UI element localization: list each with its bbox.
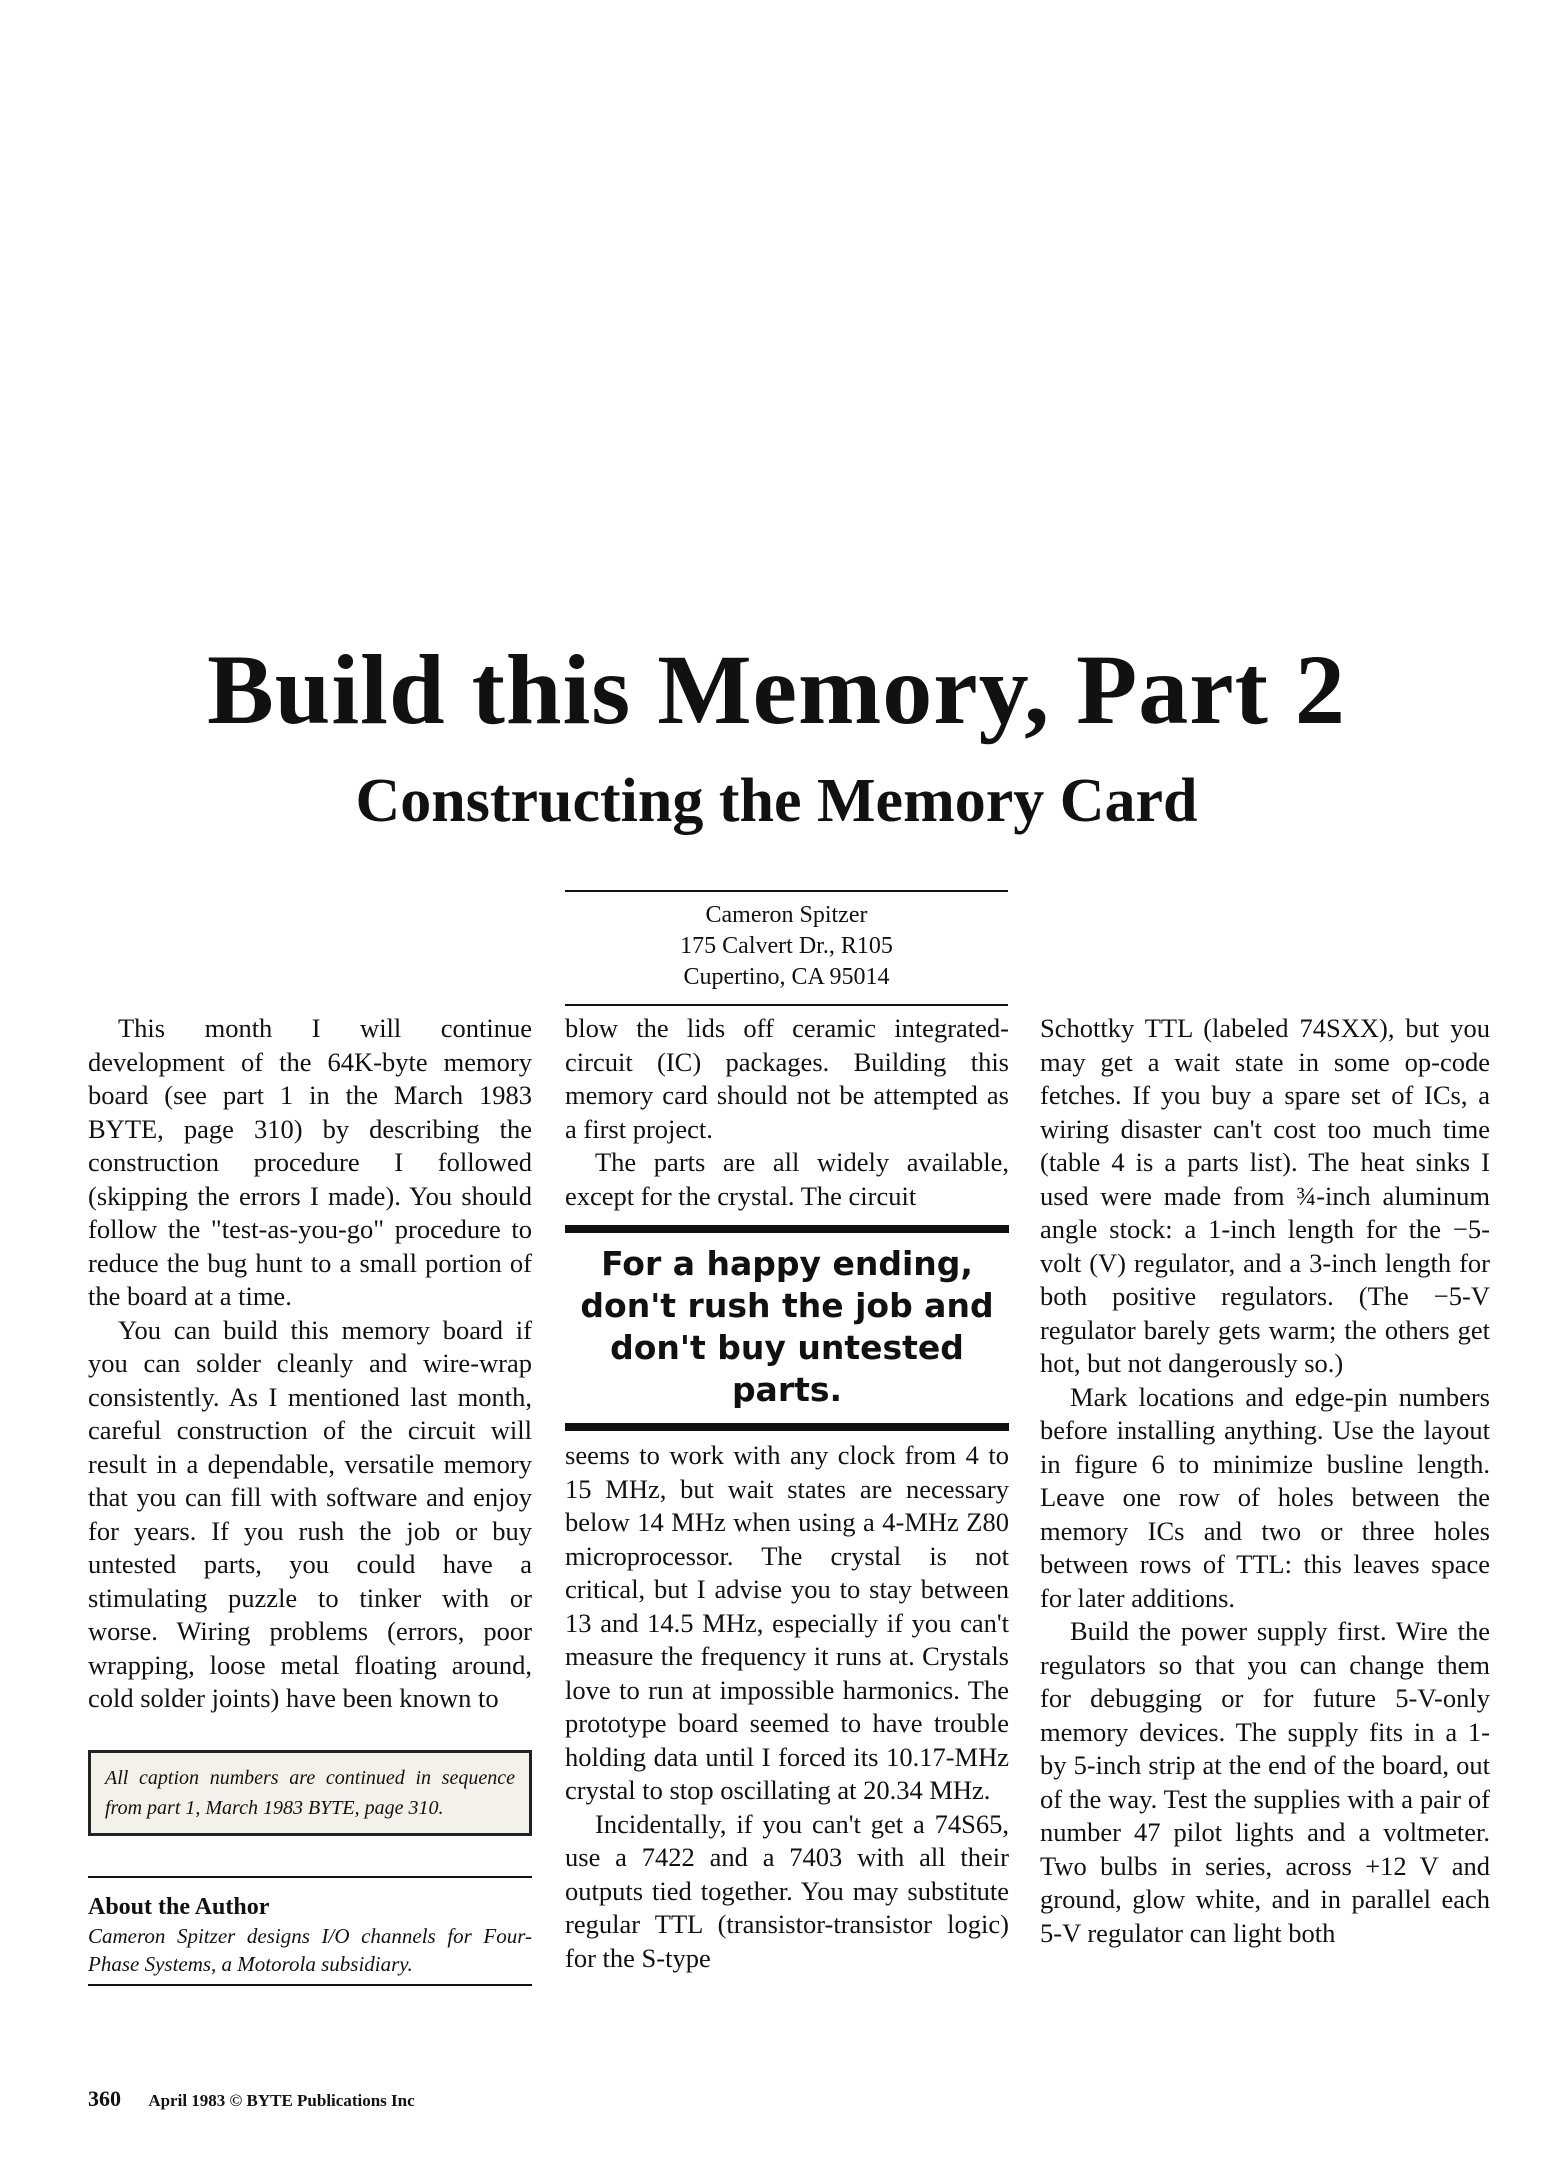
paragraph: This month I will continue development of the 64K-byte memory board (see part 1 in the March 1983 BYTE, page 310) by describing the construction procedure I followed (skipping the errors I made). You should follow the "test-as-you-go" procedure to reduce the bug hunt to a small portion of the board at a time. — [88, 1013, 532, 1311]
author-byline — [565, 890, 1008, 1006]
author-name: Cameron Spitzer — [705, 902, 868, 928]
about-author-text: Cameron Spitzer designs I/O channels for Four-Phase Systems, a Motorola subsidiary. — [88, 1923, 532, 1976]
caption-note: All caption numbers are continued in sequence from part 1, March 1983 BYTE, page 310. — [88, 1750, 532, 1836]
column-1 — [88, 1012, 532, 1986]
page-footer — [88, 2086, 415, 2112]
paragraph: Incidentally, if you can't get a 74S65, use a 7422 and a 7403 with all their outputs tied together. You may substitute regular TTL (transistor-transistor logic) for the S-type — [565, 1808, 1009, 1973]
paragraph: Schottky TTL (labeled 74SXX), but you may get a wait state in some op-code fetches. If you buy a spare set of ICs, a wiring disaster can't cost too much time (table 4 is a parts list). The heat sinks I used were made from ¾-inch aluminum angle stock: a 1-inch length for the −5-volt (V) regulator, and a 3-inch length for both positive regulators. (The −5-V regulator barely gets warm; the others get hot, but not dangerously so.) — [1040, 1013, 1490, 1378]
paragraph: The parts are all widely available, except for the crystal. The circuit — [565, 1147, 1009, 1211]
article-subtitle: Constructing the Memory Card — [355, 767, 1198, 835]
author-street: 175 Calvert Dr., R105 — [680, 933, 893, 960]
paragraph: You can build this memory board if you can solder cleanly and wire-wrap consistently. As I mentioned last month, careful construction of the circuit will result in a dependable, versatile memory that you can fill with software and enjoy for years. If you rush the job or buy untested parts, you could have a stimulating puzzle to tinker with or worse. Wiring problems (errors, poor wrapping, loose metal floating around, cold solder joints) have been known to — [88, 1314, 532, 1713]
author-city: Cupertino, CA 95014 — [683, 964, 890, 991]
article-title: Build this Memory, Part 2 — [207, 634, 1346, 745]
paragraph: seems to work with any clock from 4 to 15 MHz, but wait states are necessary below 14 MHz when using a 4-MHz Z80 microprocessor. The crystal is not critical, but I advise you to stay between 13 and 14.5 MHz, especially if you can't measure the frequency it runs at. Crystals love to run at impossible harmonics. The prototype board seemed to have trouble holding data until I forced its 10.17-MHz crystal to stop oscillating at 20.34 MHz. — [565, 1440, 1009, 1805]
paragraph: Build the power supply first. Wire the regulators so that you can change them for debugging or for future 5-V-only memory devices. The supply fits in a 1- by 5-inch strip at the end of the board, out of the way. Test the supplies with a pair of number 47 pilot lights and a voltmeter. Two bulbs in series, across +12 V and ground, glow white, and in parallel each 5-V regulator can light both — [1040, 1616, 1490, 1948]
paragraph: Mark locations and edge-pin numbers before installing anything. Use the layout in figure 6 to minimize busline length. Leave one row of holes between the memory ICs and two or three holes between rows of TTL: this leaves space for later additions. — [1040, 1381, 1490, 1613]
about-author-box — [88, 1876, 532, 1986]
column-3 — [1040, 1012, 1490, 1950]
footer-imprint: April 1983 © BYTE Publications Inc — [148, 2091, 415, 2110]
column-2 — [565, 1012, 1009, 1975]
paragraph: blow the lids off ceramic integrated-circuit (IC) packages. Building this memory card should not be attempted as a first project. — [565, 1013, 1009, 1144]
about-author-heading: About the Author — [88, 1893, 270, 1920]
pull-quote: For a happy ending, don't rush the job and don't buy untested parts. — [565, 1225, 1009, 1431]
page-number: 360 — [88, 2086, 121, 2111]
